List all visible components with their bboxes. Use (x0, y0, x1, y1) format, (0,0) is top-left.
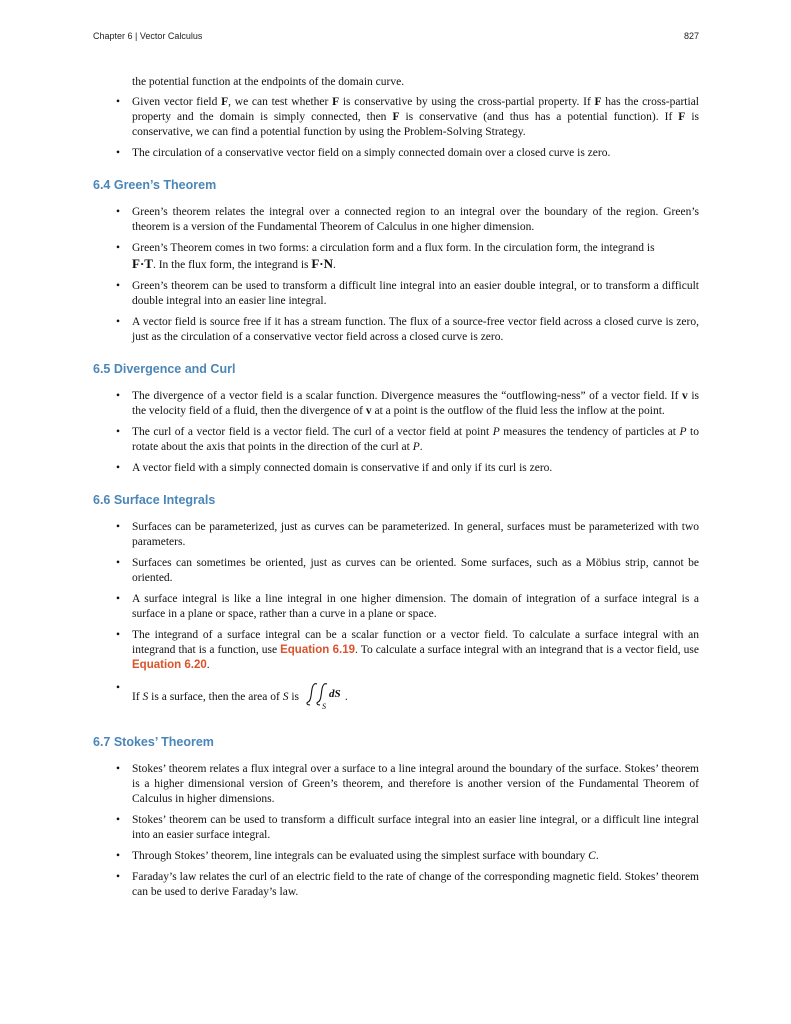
text-run: . (595, 850, 599, 862)
text-run: at a point is the outflow of the fluid less the inflow at the point. (371, 405, 665, 417)
list-item (93, 389, 699, 419)
text-run: Green’s Theorem comes in two forms: a circulation form and a flux form. In the circulation form, the integrand is (132, 242, 655, 254)
list-item (93, 556, 699, 586)
continuation-text: the potential function at the endpoints of the domain curve. (132, 76, 405, 88)
list-item (93, 870, 699, 900)
text-run: Stokes’ theorem relates a flux integral over a surface to a line integral around the boundary of the surface. Stokes’ theorem is a higher dimensional version of Green’s theorem, and therefore is another version of the Fundamental Theorem of Calculus in higher dimensions. (132, 763, 699, 805)
bullet-mark: • (116, 390, 121, 402)
text-run: is the velocity field of a fluid, then the divergence of (132, 390, 699, 417)
math-variable: P (492, 426, 500, 438)
list-item (93, 813, 699, 843)
text-run: The divergence of a vector field is a scalar function. Divergence measures the “outflowing-ness” of a vector field. If (132, 390, 683, 402)
text-run: Green’s theorem relates the integral over a connected region to an integral over the boundary of the region. Green’s theorem is a version of the Fundamental Theorem of Calculus in one higher dimension. (132, 206, 699, 233)
text-run: A vector field with a simply connected domain is conservative if and only if its curl is zero. (132, 462, 553, 474)
vector-symbol: v (682, 390, 688, 402)
section-heading-6-6: 6.6 Surface Integrals (93, 493, 216, 507)
bullet-mark: • (116, 850, 121, 862)
text-run: , we can test whether (228, 96, 333, 108)
list-item (93, 849, 699, 864)
section-heading-6-7: 6.7 Stokes’ Theorem (93, 735, 214, 749)
integral-subscript: S (321, 702, 326, 709)
bullet-mark: • (116, 426, 121, 438)
bullet-mark: • (116, 871, 121, 883)
bullet-mark: • (116, 280, 121, 292)
text-run: Surfaces can be parameterized, just as curves can be parameterized. In general, surfaces must be parameterized with two parameters. (132, 521, 699, 548)
page-header (93, 31, 699, 45)
vector-symbol: v (365, 405, 372, 417)
page-number: 827 (683, 31, 699, 41)
bullet-list-6-4 (93, 205, 699, 345)
bullet-list-6-6 (93, 520, 699, 714)
vector-symbol: F (678, 111, 686, 123)
math-F-dot-T: F·T (132, 256, 153, 271)
text-run: Green’s theorem can be used to transform a difficult line integral into an easier double integral, or to transform a difficult double integral into an easier line integral. (132, 280, 699, 307)
text-run: Surfaces can sometimes be oriented, just as curves can be oriented. Some surfaces, such as a Möbius strip, cannot be oriented. (132, 557, 699, 584)
equation-6-20-link[interactable]: Equation 6.20 (132, 659, 207, 671)
bullet-mark: • (116, 521, 121, 533)
bullet-mark: • (116, 814, 121, 826)
text-run: is a surface, then the area of (148, 691, 283, 704)
equation-6-19-link[interactable]: Equation 6.19 (280, 644, 356, 656)
text-run: Faraday’s law relates the curl of an electric field to the rate of change of the corresponding magnetic field. Stokes’ theorem can be used to derive Faraday’s law. (132, 871, 699, 898)
list-item (93, 628, 699, 673)
bullet-mark: • (116, 242, 121, 254)
text-run: . (333, 259, 336, 271)
bullet-mark: • (116, 147, 121, 159)
bullet-mark: • (116, 316, 121, 328)
math-variable: P (412, 441, 420, 453)
text-run: . (206, 659, 210, 671)
list-item (93, 146, 699, 161)
vector-symbol: F (332, 96, 340, 108)
page-content (93, 75, 699, 906)
math-variable: P (679, 426, 687, 438)
double-integral-icon (302, 681, 348, 709)
text-run: is (288, 691, 300, 704)
list-item (93, 241, 699, 273)
list-item (93, 520, 699, 550)
section-heading-6-5: 6.5 Divergence and Curl (93, 362, 236, 376)
list-item (93, 461, 699, 476)
bullet-mark: • (116, 462, 121, 474)
list-item (93, 425, 699, 455)
math-variable: S (282, 691, 289, 704)
text-run: . (419, 441, 423, 453)
text-run: measures the tendency of particles at (499, 426, 680, 438)
text-run: has the cross-partial property and the domain is simply connected, then (132, 96, 699, 123)
text-run: Through Stokes’ theorem, line integrals can be evaluated using the simplest surface with boundary (132, 850, 589, 862)
bullet-mark: • (116, 557, 121, 569)
text-run: Given vector field (132, 96, 222, 108)
bullet-list-6-5 (93, 389, 699, 476)
text-run: to rotate about the axis that points in the direction of the curl at (132, 426, 699, 453)
list-item (93, 95, 699, 140)
text-run: The integrand of a surface integral can be a scalar function or a vector field. To calculate a surface integral with an integrand that is a function, use (132, 629, 699, 656)
text-run: A vector field is source free if it has a stream function. The flux of a source-free vector field across a closed curve is zero, just as the circulation of a conservative vector field across a closed curve is zero. (132, 316, 699, 343)
text-run: . In the flux form, the integrand is (152, 259, 309, 271)
list-item (93, 592, 699, 622)
math-variable: S (142, 691, 149, 704)
list-item (93, 762, 699, 807)
vector-symbol: F (221, 96, 229, 108)
integral-body: dS (328, 688, 341, 700)
text-run: is conservative, we can find a potential function by using the Problem-Solving Strategy. (132, 111, 700, 138)
text-run: is conservative by using the cross-partial property. If (339, 96, 595, 108)
list-item (93, 279, 699, 309)
bullet-mark: • (116, 629, 121, 641)
text-run: The circulation of a conservative vector field on a simply connected domain over a closed curve is zero. (132, 147, 611, 159)
text-run: If (132, 691, 143, 704)
list-item (93, 315, 699, 345)
math-F-dot-N: F·N (311, 256, 334, 271)
text-run: is conservative (and thus has a potential function). If (399, 111, 679, 123)
list-item (93, 205, 699, 235)
text-run: . (344, 691, 348, 704)
vector-symbol: F (594, 96, 602, 108)
text-run: The curl of a vector field is a vector field. The curl of a vector field at point (132, 426, 493, 438)
bullet-list-6-7 (93, 762, 699, 900)
double-integral-formula (302, 681, 348, 714)
section-heading-6-4: 6.4 Green’s Theorem (93, 178, 217, 192)
bullet-list-6-3 (93, 95, 699, 161)
math-variable: C (588, 850, 596, 862)
bullet-mark: • (116, 593, 121, 605)
vector-symbol: F (392, 111, 400, 123)
text-run: Stokes’ theorem can be used to transform a difficult surface integral into an easier line integral, or a difficult line integral into an easier surface integral. (132, 814, 699, 841)
text-run: A surface integral is like a line integral in one higher dimension. The domain of integration of a surface integral is a surface in a plane or space, rather than a curve in a plane or space. (132, 593, 699, 620)
list-item (93, 681, 699, 714)
bullet-mark: • (116, 763, 121, 775)
chapter-title: Chapter 6 | Vector Calculus (93, 31, 203, 41)
bullet-mark: • (116, 96, 121, 108)
text-run: . To calculate a surface integral with an integrand that is a vector field, use (355, 644, 699, 656)
bullet-mark: • (116, 682, 121, 694)
bullet-mark: • (116, 206, 121, 218)
